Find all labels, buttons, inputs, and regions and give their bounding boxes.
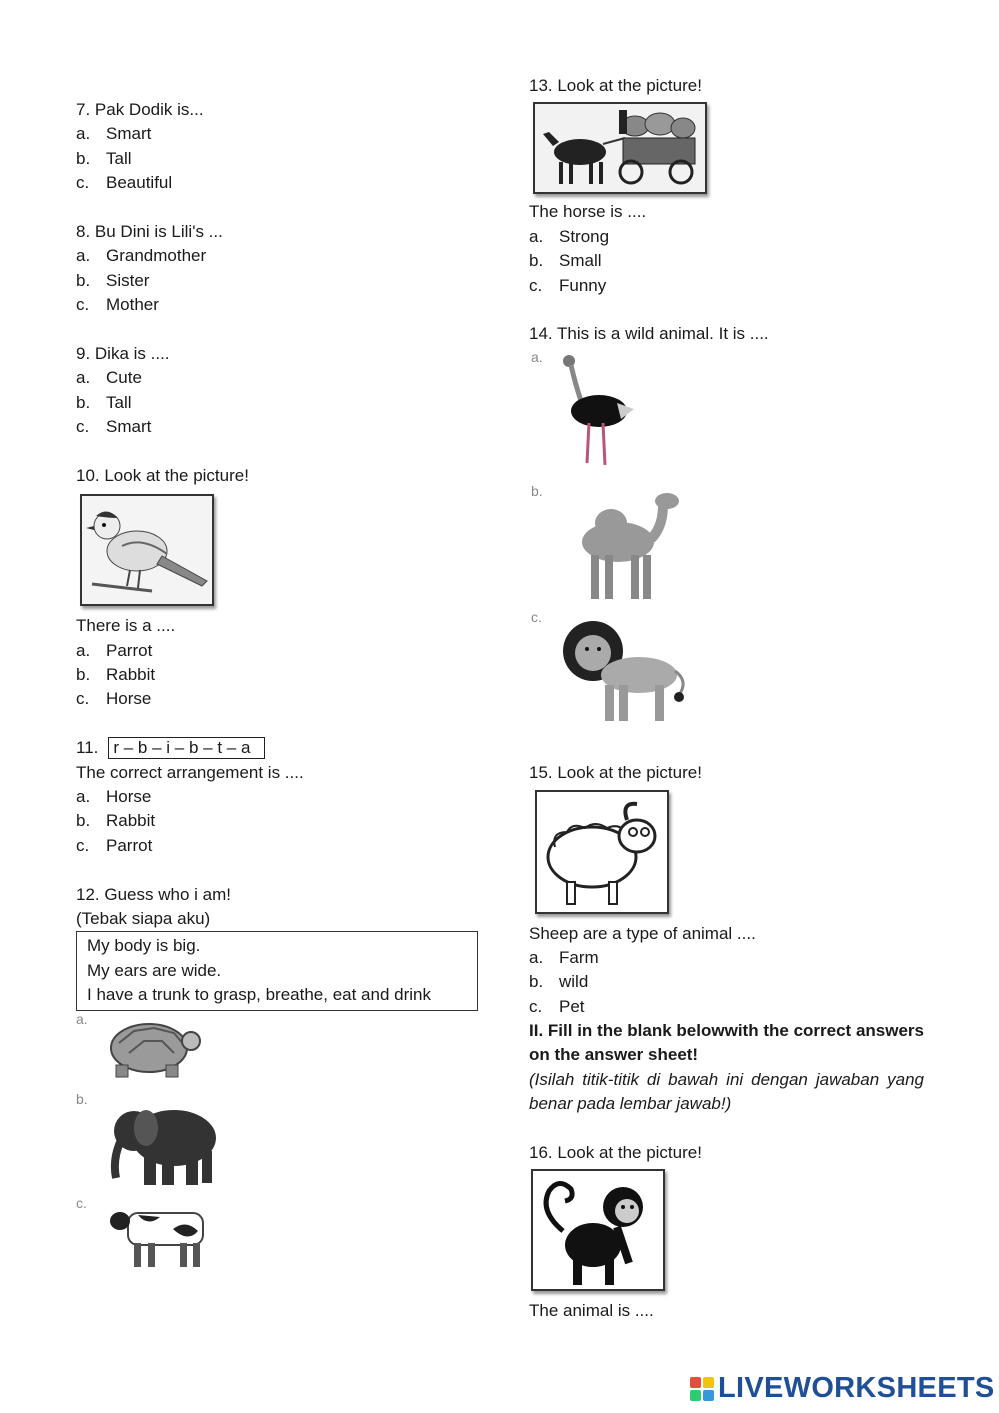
q12-options [76, 1011, 486, 1281]
option-c-label: c. [76, 1194, 87, 1211]
question-line: 11. r – b – i – b – t – a [76, 736, 486, 760]
question-text: 15. Look at the picture! [529, 763, 702, 783]
question-text: 7. Pak Dodik is... [76, 100, 204, 119]
question-12 [76, 883, 486, 1281]
option-c[interactable]: c. Horse [76, 689, 152, 709]
clue-box [76, 931, 478, 1010]
option-a-label: a. [76, 1010, 88, 1027]
option-b[interactable]: b. Rabbit [76, 665, 156, 685]
option-b-label: b. [76, 1090, 88, 1107]
option-b[interactable]: b. Tall [76, 392, 132, 412]
q14-options [529, 347, 924, 737]
clue-line: My body is big. [87, 936, 201, 956]
question-text: 16. Look at the picture! [529, 1143, 702, 1163]
option-c[interactable]: c. Beautiful [76, 173, 173, 193]
option-a[interactable]: a. Horse [76, 786, 152, 806]
question-15 [529, 761, 924, 1019]
cow-icon[interactable] [108, 1199, 218, 1271]
option-a[interactable]: a. Cute [76, 368, 142, 388]
question-text: 8. Bu Dini is Lili's ... [76, 221, 223, 241]
option-a[interactable]: a. Parrot [76, 640, 153, 660]
logo-text: LIVEWORKSHEETS [718, 1372, 995, 1404]
question-7 [76, 98, 486, 196]
bird-image [80, 494, 214, 606]
option-a[interactable]: a. Grandmother [76, 246, 207, 266]
monkey-image [531, 1169, 665, 1291]
left-column [76, 98, 486, 1281]
logo-blocks-icon [690, 1377, 714, 1401]
option-b[interactable]: b. Sister [76, 270, 150, 290]
question-10 [76, 464, 486, 712]
option-c[interactable]: c. Parrot [76, 835, 153, 855]
prompt-text: The correct arrangement is .... [76, 762, 304, 782]
turtle-icon[interactable] [104, 1013, 204, 1083]
option-c[interactable]: c. Funny [529, 275, 607, 295]
horse-cart-image [533, 102, 707, 194]
sheep-icon [537, 792, 667, 912]
question-9 [76, 342, 486, 440]
question-11 [76, 736, 486, 858]
option-a[interactable]: a. Strong [529, 226, 610, 246]
question-13 [529, 74, 924, 298]
elephant-icon[interactable] [104, 1093, 224, 1193]
option-c[interactable]: c. Pet [529, 996, 585, 1016]
option-a-label: a. [531, 348, 543, 365]
question-text: 10. Look at the picture! [76, 465, 249, 485]
bird-icon [82, 496, 212, 604]
question-8 [76, 220, 486, 318]
prompt-text: Sheep are a type of animal .... [529, 923, 756, 943]
option-a[interactable]: a. Farm [529, 947, 599, 967]
question-text: 14. This is a wild animal. It is .... [529, 324, 769, 344]
scrambled-word: r – b – i – b – t – a [108, 737, 265, 759]
liveworksheets-logo[interactable] [690, 1372, 995, 1405]
translation-text: (Tebak siapa aku) [76, 908, 211, 928]
option-c[interactable]: c. Mother [76, 295, 159, 315]
prompt-text: The horse is .... [529, 202, 647, 222]
option-b[interactable]: b. wild [529, 972, 589, 992]
camel-icon[interactable] [563, 487, 693, 607]
ostrich-icon[interactable] [559, 353, 639, 473]
section-translation: (Isilah titik-titik di bawah ini dengan jawaban yang benar pada lembar jawab!) [529, 1069, 924, 1114]
option-b-label: b. [531, 482, 543, 499]
option-b[interactable]: b. Tall [76, 148, 132, 168]
lion-icon[interactable] [559, 611, 689, 727]
option-c[interactable]: c. Smart [76, 417, 152, 437]
question-text: 12. Guess who i am! [76, 884, 231, 904]
prompt-text: There is a .... [76, 616, 176, 636]
right-column [529, 74, 924, 1324]
sheep-image [535, 790, 669, 914]
option-c-label: c. [531, 608, 542, 625]
option-b[interactable]: b. Small [529, 251, 602, 271]
question-text: 9. Dika is .... [76, 343, 170, 363]
option-a[interactable]: a. Smart [76, 124, 152, 144]
option-b[interactable]: b. Rabbit [76, 811, 156, 831]
horse-cart-icon [535, 104, 705, 192]
section-2 [529, 1019, 924, 1117]
question-text: 13. Look at the picture! [529, 76, 702, 95]
section-heading: II. Fill in the blank belowwith the correct answers on the answer sheet! [529, 1021, 924, 1065]
question-14 [529, 322, 924, 736]
clue-line: I have a trunk to grasp, breathe, eat and drink [87, 985, 431, 1005]
monkey-icon [533, 1171, 663, 1289]
prompt-text: The animal is .... [529, 1301, 654, 1321]
clue-line: My ears are wide. [87, 960, 222, 980]
question-16 [529, 1141, 924, 1324]
